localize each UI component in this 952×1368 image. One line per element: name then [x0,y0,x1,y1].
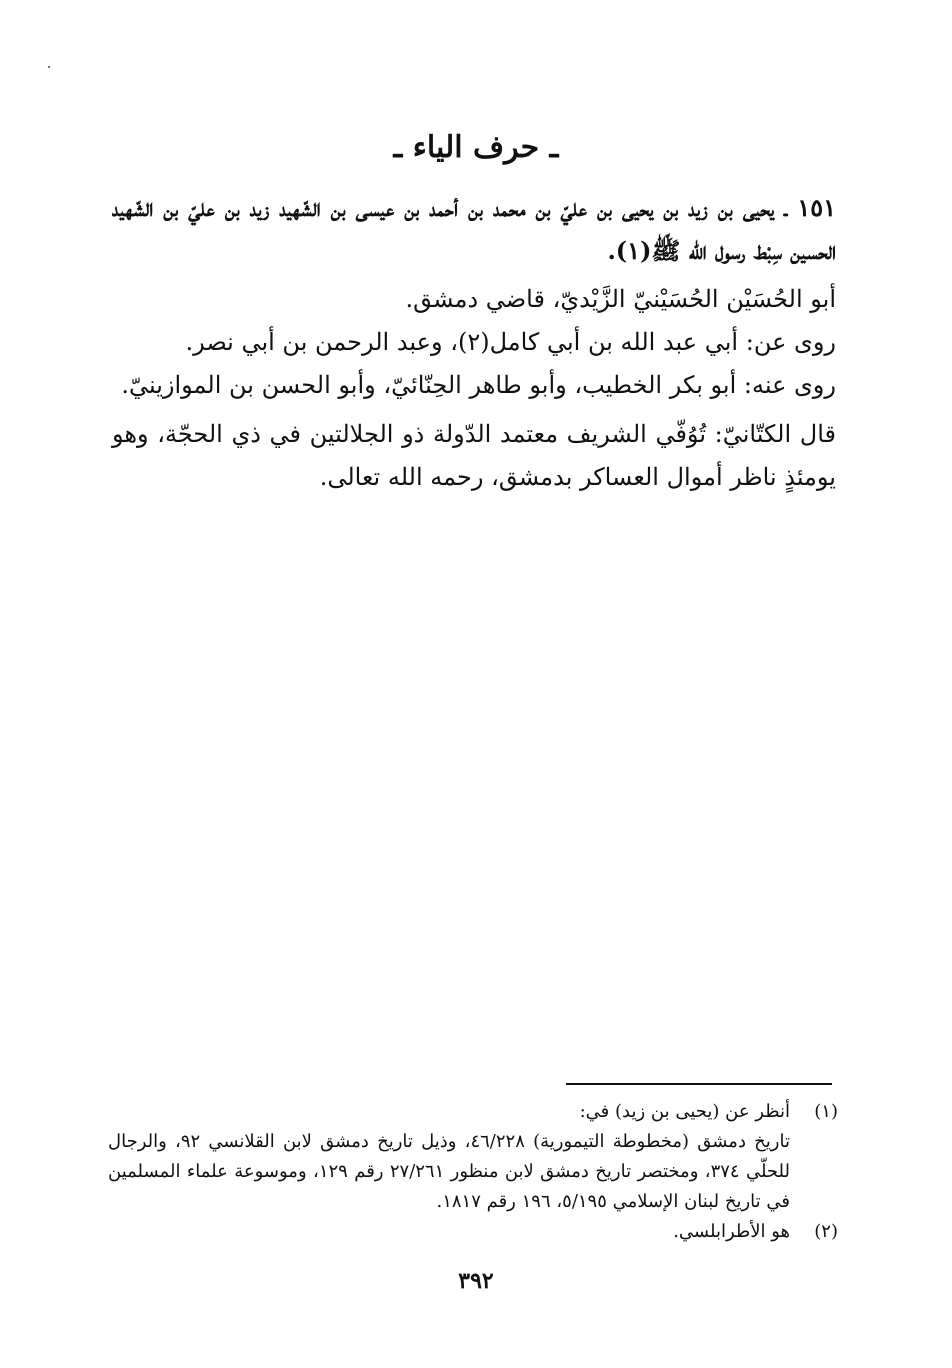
entry-paragraph-death: قال الكتّانيّ: تُوُفّي الشريف معتمد الدّولة ذو الجلالتين في ذي الحجّة، وهو يومئذٍ ناظر أموال العساكر بدمشق، رحمه الله تعالى. [112,420,836,491]
footnote-2-number: (٢) [814,1221,838,1242]
footnote-1-body [108,1097,790,1217]
footnote-1-line: تاريخ دمشق (مخطوطة التيمورية) ٤٦/٢٢٨، وذيل تاريخ دمشق لابن القلانسي ٩٢، والرجال للحلّي ٣٧٤، ومختصر تاريخ دمشق لابن منظور ٢٧/٢٦١ رقم ١٢٩، وموسوعة علماء المسلمين في تاريخ لبنان الإسلامي ٥/١٩٥، ١٩٦ رقم ١٨١٧. [108,1131,790,1212]
footnote-1-line: أنظر عن (يحيى بن زيد) في: [579,1101,790,1122]
footnote-2-body [108,1217,790,1247]
footnotes [108,1097,838,1247]
footnote-1-number: (١) [814,1101,838,1122]
entry-paragraph-narrated-by: روى عنه: أبو بكر الخطيب، وأبو طاهر الحِنّائيّ، وأبو الحسن بن الموازينيّ. [121,371,836,399]
entry-body [112,186,836,499]
section-heading: ـ حرف الياء ـ [393,130,559,165]
footnote-divider [566,1083,832,1085]
entry-title: ١٥١ ـ يحيى بن زيد بن يحيى بن عليّ بن محمد بن أحمد بن عيسى بن الشّهيد زيد بن عليّ بن الشّهيد الحسين سِبْط رسول الله ﷺ(١). [112,193,836,265]
page-number: ٣٩٢ [458,1268,494,1294]
scan-speck [48,66,50,68]
footnote-2 [108,1217,838,1247]
entry-paragraph-kunya: أبو الحُسَيْن الحُسَيْنيّ الزَّيْديّ، قاضي دمشق. [405,285,836,313]
footnote-2-line: هو الأطرابلسي. [673,1221,790,1242]
entry-paragraph-narrated-from: روى عن: أبي عبد الله بن أبي كامل(٢)، وعبد الرحمن بن أبي نصر. [185,328,836,356]
footnote-1 [108,1097,838,1217]
